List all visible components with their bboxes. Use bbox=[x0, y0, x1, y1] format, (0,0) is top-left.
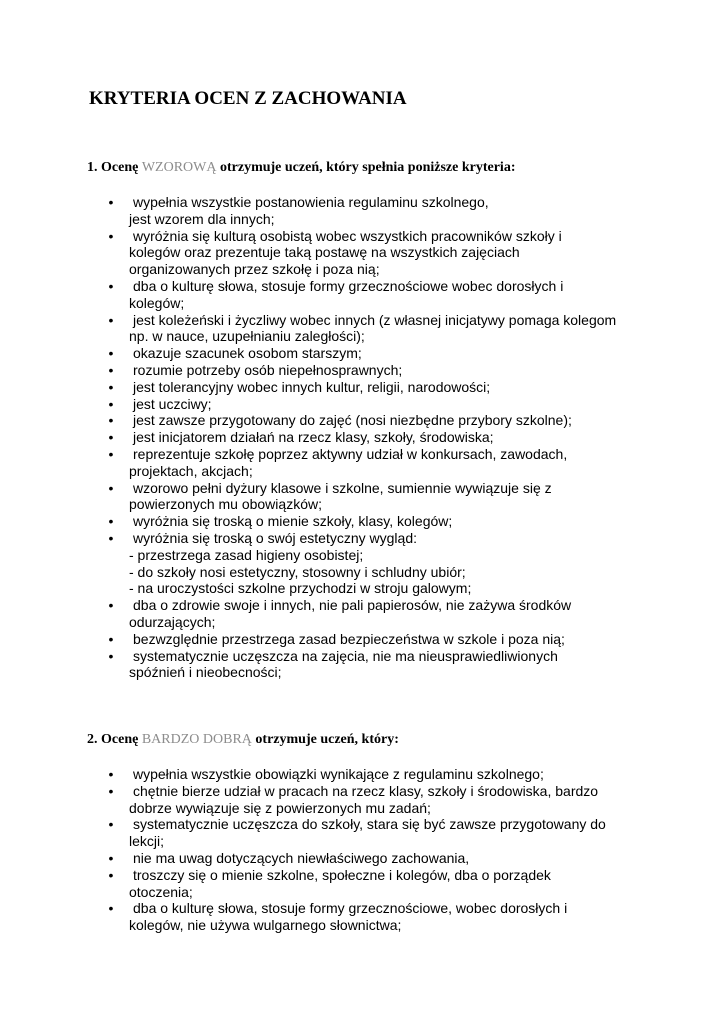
criteria-item bbox=[105, 850, 665, 867]
bullet-dot-icon: • bbox=[108, 345, 114, 362]
criteria-text-line: otoczenia; bbox=[129, 883, 193, 900]
section-heading-1 bbox=[87, 159, 515, 177]
criteria-text-line: chętnie bierze udział w pracach na rzecz klasy, szkoły i środowiska, bardzo bbox=[133, 782, 599, 799]
criteria-text-line: okazuje szacunek osobom starszym; bbox=[133, 345, 362, 362]
criteria-item bbox=[105, 513, 665, 530]
bullet-dot-icon: • bbox=[108, 630, 114, 647]
grade-name: WZOROWĄ bbox=[141, 160, 217, 175]
criteria-text-line: rozumie potrzeby osób niepełnosprawnych; bbox=[133, 361, 403, 378]
criteria-text-line: wzorowo pełni dyżury klasowe i szkolne, sumiennie wywiązuje się z bbox=[133, 479, 552, 496]
bullet-dot-icon: • bbox=[108, 647, 114, 664]
criteria-list-1 bbox=[105, 194, 665, 681]
bullet-dot-icon: • bbox=[108, 816, 114, 833]
criteria-item bbox=[105, 396, 665, 413]
heading-prefix: 1. Ocenę bbox=[87, 160, 142, 175]
bullet-dot-icon: • bbox=[108, 412, 114, 429]
criteria-item bbox=[105, 631, 665, 648]
bullet-dot-icon: • bbox=[108, 361, 114, 378]
heading-suffix: otrzymuje uczeń, który spełnia poniższe kryteria: bbox=[216, 160, 516, 175]
bullet-dot-icon: • bbox=[108, 395, 114, 412]
criteria-text-line: wyróżnia się troską o mienie szkoły, klasy, kolegów; bbox=[133, 513, 453, 530]
criteria-item bbox=[105, 648, 665, 682]
criteria-text-line: odurzających; bbox=[129, 613, 216, 630]
criteria-text-line: systematycznie uczęszcza na zajęcia, nie ma nieusprawiedliwionych bbox=[133, 647, 558, 664]
criteria-item bbox=[105, 345, 665, 362]
criteria-item bbox=[105, 480, 665, 514]
criteria-text-line: lekcji; bbox=[129, 833, 165, 850]
bullet-dot-icon: • bbox=[108, 479, 114, 496]
criteria-text-line: jest inicjatorem działań na rzecz klasy, szkoły, środowiska; bbox=[133, 429, 494, 446]
criteria-text-line: - do szkoły nosi estetyczny, stosowny i schludny ubiór; bbox=[129, 563, 466, 580]
bullet-dot-icon: • bbox=[108, 429, 114, 446]
criteria-text-line: - przestrzega zasad higieny osobistej; bbox=[129, 546, 364, 563]
criteria-item bbox=[105, 766, 665, 783]
criteria-text-line: dba o zdrowie swoje i innych, nie pali papierosów, nie zażywa środków bbox=[133, 597, 572, 614]
criteria-text-line: kolegów oraz prezentuje taką postawę na wszystkich zajęciach bbox=[129, 244, 520, 261]
criteria-item bbox=[105, 867, 665, 901]
criteria-text-line: nie ma uwag dotyczących niewłaściwego zachowania, bbox=[133, 849, 470, 866]
criteria-text-line: jest koleżeński i życzliwy wobec innych (z własnej inicjatywy pomaga kolegom bbox=[133, 311, 617, 328]
criteria-text-line: troszczy się o mienie szkolne, społeczne i kolegów, dba o porządek bbox=[133, 866, 551, 883]
criteria-text-line: powierzonych mu obowiązków; bbox=[129, 496, 322, 513]
criteria-item bbox=[105, 278, 665, 312]
bullet-dot-icon: • bbox=[108, 766, 114, 782]
criteria-text-line: jest zawsze przygotowany do zajęć (nosi niezbędne przybory szkolne); bbox=[133, 412, 572, 429]
criteria-list-2 bbox=[105, 766, 665, 934]
criteria-text-line: projektach, akcjach; bbox=[129, 462, 253, 479]
criteria-item bbox=[105, 362, 665, 379]
criteria-item bbox=[105, 530, 665, 597]
bullet-dot-icon: • bbox=[108, 866, 114, 883]
criteria-item bbox=[105, 900, 665, 934]
bullet-dot-icon: • bbox=[108, 849, 114, 866]
bullet-dot-icon: • bbox=[108, 227, 114, 244]
criteria-text-line: kolegów, nie używa wulgarnego słownictwa; bbox=[129, 917, 402, 934]
criteria-text-line: systematycznie uczęszcza do szkoły, stara się być zawsze przygotowany do bbox=[133, 816, 606, 833]
bullet-dot-icon: • bbox=[108, 311, 114, 328]
criteria-item bbox=[105, 412, 665, 429]
criteria-text-line: kolegów; bbox=[129, 294, 185, 311]
criteria-text-line: reprezentuje szkołę poprzez aktywny udział w konkursach, zawodach, bbox=[133, 445, 568, 462]
bullet-dot-icon: • bbox=[108, 597, 114, 614]
criteria-text-line: wyróżnia się troską o swój estetyczny wygląd: bbox=[133, 529, 417, 546]
grade-name: BARDZO DOBRĄ bbox=[141, 732, 252, 747]
criteria-item bbox=[105, 228, 665, 278]
criteria-item bbox=[105, 597, 665, 631]
bullet-dot-icon: • bbox=[108, 513, 114, 530]
criteria-item bbox=[105, 783, 665, 817]
heading-prefix: 2. Ocenę bbox=[87, 732, 142, 747]
criteria-item bbox=[105, 816, 665, 850]
bullet-dot-icon: • bbox=[108, 445, 114, 462]
criteria-text-line: jest tolerancyjny wobec innych kultur, religii, narodowości; bbox=[133, 378, 491, 395]
criteria-item bbox=[105, 446, 665, 480]
criteria-text-line: - na uroczystości szkolne przychodzi w stroju galowym; bbox=[129, 580, 472, 597]
criteria-text-line: dobrze wywiązuje się z powierzonych mu zadań; bbox=[129, 799, 431, 816]
section-heading-2 bbox=[87, 731, 399, 749]
document-title: KRYTERIA OCEN Z ZACHOWANIA bbox=[89, 88, 407, 109]
bullet-dot-icon: • bbox=[108, 782, 114, 799]
criteria-text-line: dba o kulturę słowa, stosuje formy grzecznościowe wobec dorosłych i bbox=[133, 277, 564, 294]
bullet-dot-icon: • bbox=[108, 378, 114, 395]
criteria-text-line: wypełnia wszystkie obowiązki wynikające z regulaminu szkolnego; bbox=[133, 766, 544, 782]
criteria-item bbox=[105, 194, 665, 228]
bullet-dot-icon: • bbox=[108, 194, 114, 210]
bullet-dot-icon: • bbox=[108, 277, 114, 294]
bullet-dot-icon: • bbox=[108, 900, 114, 917]
criteria-item bbox=[105, 379, 665, 396]
criteria-text-line: dba o kulturę słowa, stosuje formy grzecznościowe, wobec dorosłych i bbox=[133, 900, 568, 917]
criteria-text-line: wypełnia wszystkie postanowienia regulaminu szkolnego, bbox=[133, 194, 489, 210]
criteria-text-line: jest uczciwy; bbox=[133, 395, 212, 412]
criteria-text-line: jest wzorem dla innych; bbox=[129, 210, 275, 227]
criteria-item bbox=[105, 312, 665, 346]
criteria-text-line: np. w nauce, uzupełnianiu zaległości); bbox=[129, 328, 365, 345]
criteria-text-line: spóźnień i nieobecności; bbox=[129, 664, 282, 681]
criteria-text-line: bezwzględnie przestrzega zasad bezpieczeństwa w szkole i poza nią; bbox=[133, 630, 565, 647]
criteria-item bbox=[105, 429, 665, 446]
criteria-text-line: wyróżnia się kulturą osobistą wobec wszystkich pracowników szkoły i bbox=[133, 227, 562, 244]
criteria-text-line: organizowanych przez szkołę i poza nią; bbox=[129, 261, 380, 278]
bullet-dot-icon: • bbox=[108, 529, 114, 546]
heading-suffix: otrzymuje uczeń, który: bbox=[251, 732, 399, 747]
